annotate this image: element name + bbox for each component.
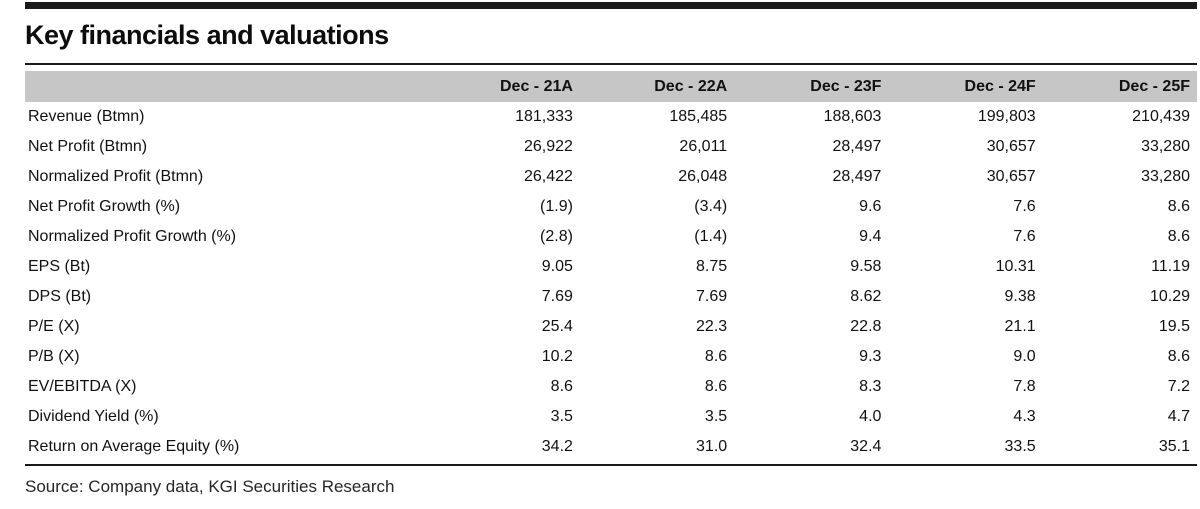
- header-cell-period: Dec - 22A: [580, 71, 734, 102]
- table-bottom-rule: [25, 464, 1197, 466]
- row-value: 26,048: [678, 168, 728, 185]
- row-value: 30,657: [986, 168, 1036, 185]
- row-value: 26,422: [523, 168, 573, 185]
- row-value: 10.31: [995, 258, 1036, 275]
- financials-table: [25, 71, 1197, 462]
- table-row: [25, 222, 1197, 252]
- row-value: 185,485: [669, 108, 728, 125]
- row-value: (1.4): [694, 228, 728, 245]
- row-value: 210,439: [1132, 108, 1190, 125]
- row-value: 8.6: [1167, 198, 1190, 215]
- row-value: 35.1: [1158, 438, 1190, 455]
- row-value: 9.6: [859, 198, 882, 215]
- row-value: 9.3: [859, 348, 882, 365]
- row-value: 4.7: [1167, 408, 1190, 425]
- row-value: 3.5: [704, 408, 728, 425]
- row-label: EV/EBITDA (X): [28, 378, 137, 395]
- row-value: 25.4: [541, 318, 573, 335]
- row-value: 34.2: [541, 438, 573, 455]
- row-label: Normalized Profit (Btmn): [28, 168, 204, 185]
- header-cell-period: Dec - 23F: [734, 71, 888, 102]
- row-value: 28,497: [832, 138, 882, 155]
- table-row: [25, 342, 1197, 372]
- row-value: 8.6: [550, 378, 573, 395]
- row-value: 30,657: [986, 138, 1036, 155]
- row-label: Revenue (Btmn): [28, 108, 145, 125]
- row-value: 8.6: [1167, 228, 1190, 245]
- row-value: 4.3: [1013, 408, 1036, 425]
- row-value: 8.6: [1167, 348, 1190, 365]
- row-value: 21.1: [1004, 318, 1036, 335]
- row-value: 11.19: [1151, 258, 1190, 275]
- row-value: 7.6: [1013, 198, 1036, 215]
- row-value: 33.5: [1004, 438, 1036, 455]
- row-label: Net Profit Growth (%): [28, 198, 181, 215]
- row-value: 188,603: [823, 108, 882, 125]
- table-row: [25, 252, 1197, 282]
- table-row: [25, 312, 1197, 342]
- row-value: 19.5: [1158, 318, 1190, 335]
- table-row: [25, 192, 1197, 222]
- row-value: 26,922: [523, 138, 573, 155]
- row-value: 9.05: [541, 258, 573, 275]
- row-value: 8.6: [704, 348, 728, 365]
- row-value: 181,333: [515, 108, 573, 125]
- row-value: 7.6: [1013, 228, 1036, 245]
- header-cell-metric: [25, 71, 426, 102]
- header-row: [25, 71, 1197, 102]
- header-cell-period: Dec - 24F: [888, 71, 1042, 102]
- row-value: 8.75: [696, 258, 728, 275]
- row-value: 8.3: [859, 378, 882, 395]
- row-value: 9.4: [859, 228, 882, 245]
- row-value: 22.8: [850, 318, 882, 335]
- row-label: Dividend Yield (%): [28, 408, 159, 425]
- table-row: [25, 372, 1197, 402]
- row-label: DPS (Bt): [28, 288, 92, 305]
- table-row: [25, 132, 1197, 162]
- table-header: [25, 71, 1197, 102]
- row-value: 7.8: [1013, 378, 1036, 395]
- header-cell-period: Dec - 21A: [426, 71, 580, 102]
- row-value: 8.62: [850, 288, 882, 305]
- row-value: 10.2: [541, 348, 573, 365]
- row-value: 9.58: [850, 258, 882, 275]
- table-row: [25, 282, 1197, 312]
- header-cell-period: Dec - 25F: [1043, 71, 1197, 102]
- table-body: [25, 102, 1197, 462]
- row-value: 31.0: [696, 438, 728, 455]
- row-label: P/E (X): [28, 318, 80, 335]
- row-value: (3.4): [694, 198, 728, 215]
- table-row: [25, 162, 1197, 192]
- report-page: [0, 2, 1200, 497]
- top-rule-bar: [25, 2, 1197, 9]
- row-value: 28,497: [832, 168, 882, 185]
- row-value: 32.4: [850, 438, 882, 455]
- table-row: [25, 102, 1197, 132]
- row-label: Return on Average Equity (%): [28, 438, 240, 455]
- table-top-rule: [25, 63, 1197, 65]
- source-note: Source: Company data, KGI Securities Research: [25, 477, 395, 496]
- row-value: 8.6: [704, 378, 728, 395]
- row-label: Net Profit (Btmn): [28, 138, 148, 155]
- row-value: 9.38: [1004, 288, 1036, 305]
- row-value: 7.69: [541, 288, 573, 305]
- row-value: 9.0: [1013, 348, 1036, 365]
- row-value: 26,011: [679, 138, 728, 155]
- row-value: 3.5: [550, 408, 573, 425]
- row-label: P/B (X): [28, 348, 80, 365]
- row-value: (1.9): [540, 198, 573, 215]
- row-value: 7.69: [696, 288, 728, 305]
- row-value: (2.8): [540, 228, 573, 245]
- table-row: [25, 432, 1197, 462]
- row-value: 33,280: [1141, 168, 1190, 185]
- table-row: [25, 402, 1197, 432]
- row-value: 4.0: [859, 408, 882, 425]
- row-value: 22.3: [696, 318, 728, 335]
- row-value: 10.29: [1149, 288, 1190, 305]
- row-value: 199,803: [977, 108, 1036, 125]
- row-value: 7.2: [1167, 378, 1190, 395]
- page-title: Key financials and valuations: [25, 20, 389, 50]
- row-label: EPS (Bt): [28, 258, 91, 275]
- row-value: 33,280: [1141, 138, 1190, 155]
- row-label: Normalized Profit Growth (%): [28, 228, 237, 245]
